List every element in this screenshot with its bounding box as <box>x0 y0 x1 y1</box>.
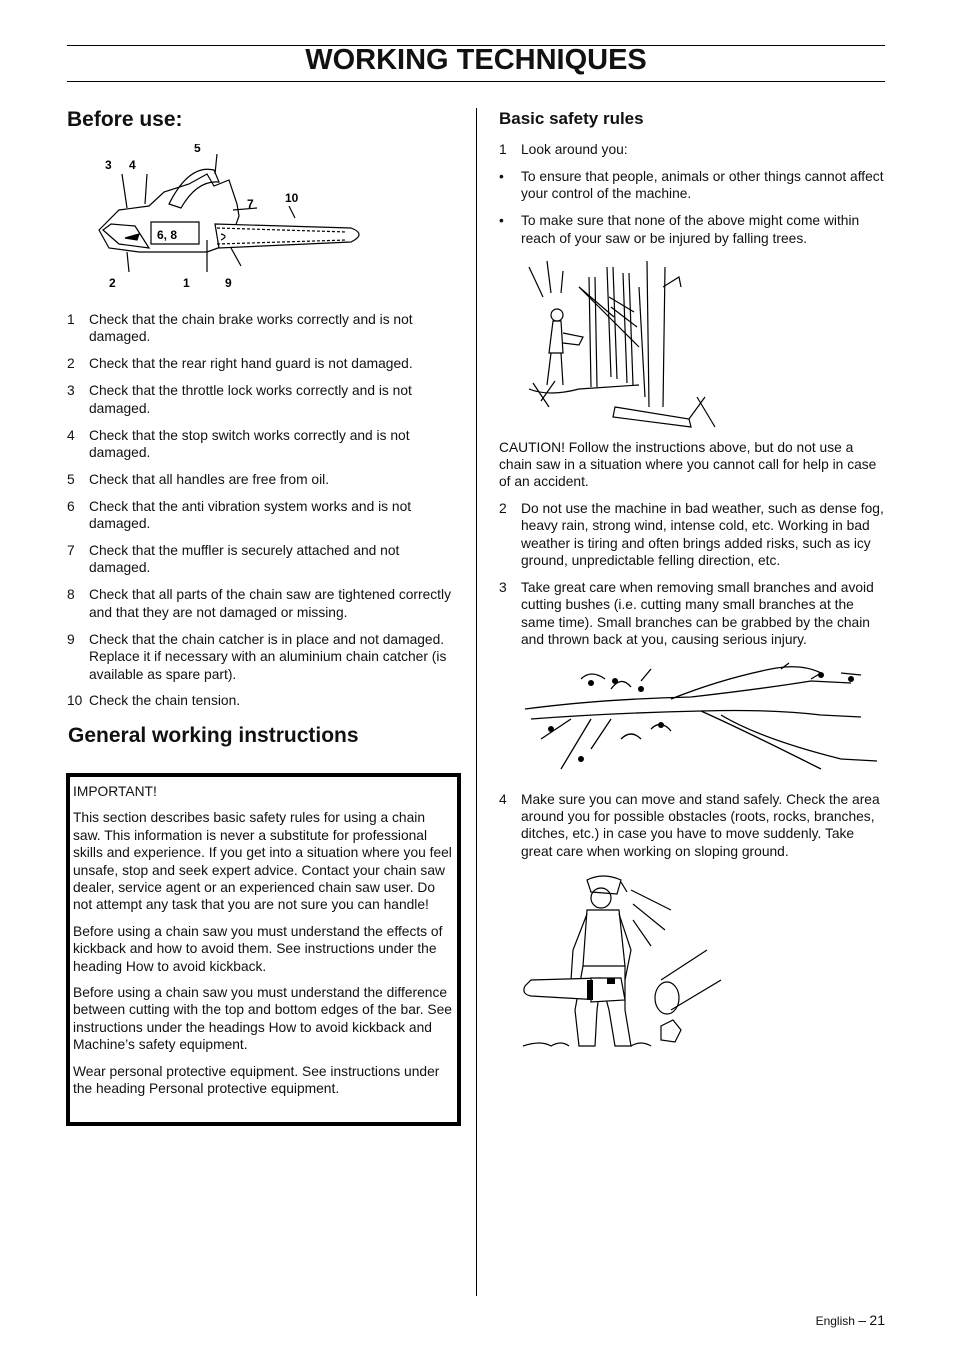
fig-label-10: 10 <box>285 191 299 205</box>
chainsaw-figure <box>89 144 369 294</box>
fig-label-6-8: 6, 8 <box>157 228 178 242</box>
fig-label-5: 5 <box>194 144 201 155</box>
before-use-list <box>67 311 457 710</box>
list-item <box>499 500 885 570</box>
important-paragraph: Before using a chain saw you must understand the difference between cutting with the top and bottom edges of the bar. See instructions under the headings How to avoid kickback and Machine’s safety equipment. <box>73 985 452 1053</box>
important-paragraph: Wear personal protective equipment. See instructions under the heading Personal protective equipment. <box>73 1063 440 1097</box>
footer-dash: – <box>858 1312 867 1328</box>
fig-label-9: 9 <box>225 276 232 290</box>
list-item <box>67 542 457 577</box>
item-text: Check that the stop switch works correctly and is not damaged. <box>89 427 410 460</box>
item-number: 5 <box>67 471 75 487</box>
item-number: 1 <box>499 142 507 157</box>
item-text: Check that all parts of the chain saw are tightened correctly and that they are not damaged or missing. <box>89 587 451 620</box>
column-divider <box>476 108 477 1296</box>
branch-illustration <box>521 659 881 777</box>
list-item <box>67 427 457 462</box>
before-use-heading: Before use: <box>67 108 183 131</box>
forest-illustration <box>519 257 739 437</box>
title-underline <box>67 81 885 82</box>
right-column <box>499 106 885 1060</box>
list-item <box>67 355 457 372</box>
item-number: 1 <box>67 312 75 327</box>
item-text: Check that the chain brake works correctly and is not damaged. <box>89 312 413 345</box>
item-number: 9 <box>67 631 75 647</box>
item-text: To ensure that people, animals or other things cannot affect your control of the machine. <box>521 168 884 202</box>
page-title: WORKING TECHNIQUES <box>305 44 647 76</box>
item-text: Check that all handles are free from oil. <box>89 471 330 487</box>
fig-label-7: 7 <box>247 197 254 211</box>
fig-label-2: 2 <box>109 276 116 290</box>
worker-illustration <box>521 870 721 1060</box>
fig-label-4: 4 <box>129 158 136 172</box>
item-text: Make sure you can move and stand safely. Check the area around you for possible obstacles (roots, rocks, branches, ditches, etc.) in case you have to move suddenly. Take great care when working on sloping ground. <box>521 791 880 859</box>
item-text: Check that the rear right hand guard is not damaged. <box>89 356 413 372</box>
item-number: 4 <box>499 791 507 807</box>
list-item <box>499 579 885 649</box>
fig-label-3: 3 <box>105 158 112 172</box>
item-text: Check that the muffler is securely attached and not damaged. <box>89 543 400 576</box>
basic-safety-heading: Basic safety rules <box>499 109 644 128</box>
item-number: 2 <box>499 500 507 516</box>
item-number: 7 <box>67 543 75 559</box>
item-number: 4 <box>67 427 75 443</box>
item-number: 10 <box>67 693 83 709</box>
important-paragraph: Before using a chain saw you must understand the effects of kickback and how to avoid them. See instructions under the heading How to avoid kickback. <box>73 923 443 974</box>
list-item <box>499 791 885 861</box>
important-box <box>66 773 461 1126</box>
item-text: To make sure that none of the above might come within reach of your saw or be injured by falling trees. <box>521 213 860 246</box>
list-item <box>67 311 457 346</box>
item-text: Do not use the machine in bad weather, such as dense fog, heavy rain, strong wind, intense cold, etc. Working in bad weather is tiring and often brings added risks, such as icy ground, unpredictable felling direction, etc. <box>521 500 884 568</box>
item-text: Check that the throttle lock works correctly and is not damaged. <box>89 383 412 416</box>
list-item <box>67 382 457 417</box>
important-label: IMPORTANT! <box>73 784 157 799</box>
list-item <box>499 168 885 203</box>
caution-text: CAUTION! Follow the instructions above, but do not use a chain saw in a situation where you cannot call for help in case of an accident. <box>499 439 877 490</box>
item-text: Look around you: <box>521 142 628 157</box>
list-item <box>67 586 457 621</box>
item-text: Take great care when removing small branches and avoid cutting bushes (i.e. cutting many small branches at the same time). Small branches can be grabbed by the chain and thrown back at you, causing serious injury. <box>521 579 874 648</box>
list-item <box>499 141 885 158</box>
bullet-icon: • <box>499 168 504 184</box>
item-text: Check that the chain catcher is in place and not damaged. Replace it if necessary with an aluminium chain catcher (is available as spare part). <box>89 631 447 682</box>
general-working-heading: General working instructions <box>68 724 359 747</box>
item-number: 3 <box>67 383 75 399</box>
item-number: 2 <box>67 356 75 372</box>
item-number: 3 <box>499 579 507 595</box>
page-number: 21 <box>869 1312 885 1328</box>
list-item <box>499 212 885 247</box>
list-item <box>67 692 457 709</box>
safety-item-1-block <box>499 141 885 247</box>
list-item <box>67 471 457 488</box>
footer-language: English <box>815 1314 855 1328</box>
important-paragraph: This section describes basic safety rules for using a chain saw. This information is never a substitute for professional skills and experience. If you get into a situation where you feel unsafe, stop and seek expert advice. Contact your chain saw dealer, service agent or an experienced chain saw user. Do not attempt any task that you are not sure you can handle! <box>73 810 452 913</box>
left-column <box>67 106 457 747</box>
page-footer <box>816 1312 885 1328</box>
list-item <box>67 498 457 533</box>
list-item <box>67 631 457 683</box>
item-text: Check the chain tension. <box>89 693 241 709</box>
item-text: Check that the anti vibration system works and is not damaged. <box>89 498 412 532</box>
item-number: 6 <box>67 498 75 514</box>
item-number: 8 <box>67 587 75 603</box>
fig-label-1: 1 <box>183 276 190 290</box>
bullet-icon: • <box>499 213 504 229</box>
